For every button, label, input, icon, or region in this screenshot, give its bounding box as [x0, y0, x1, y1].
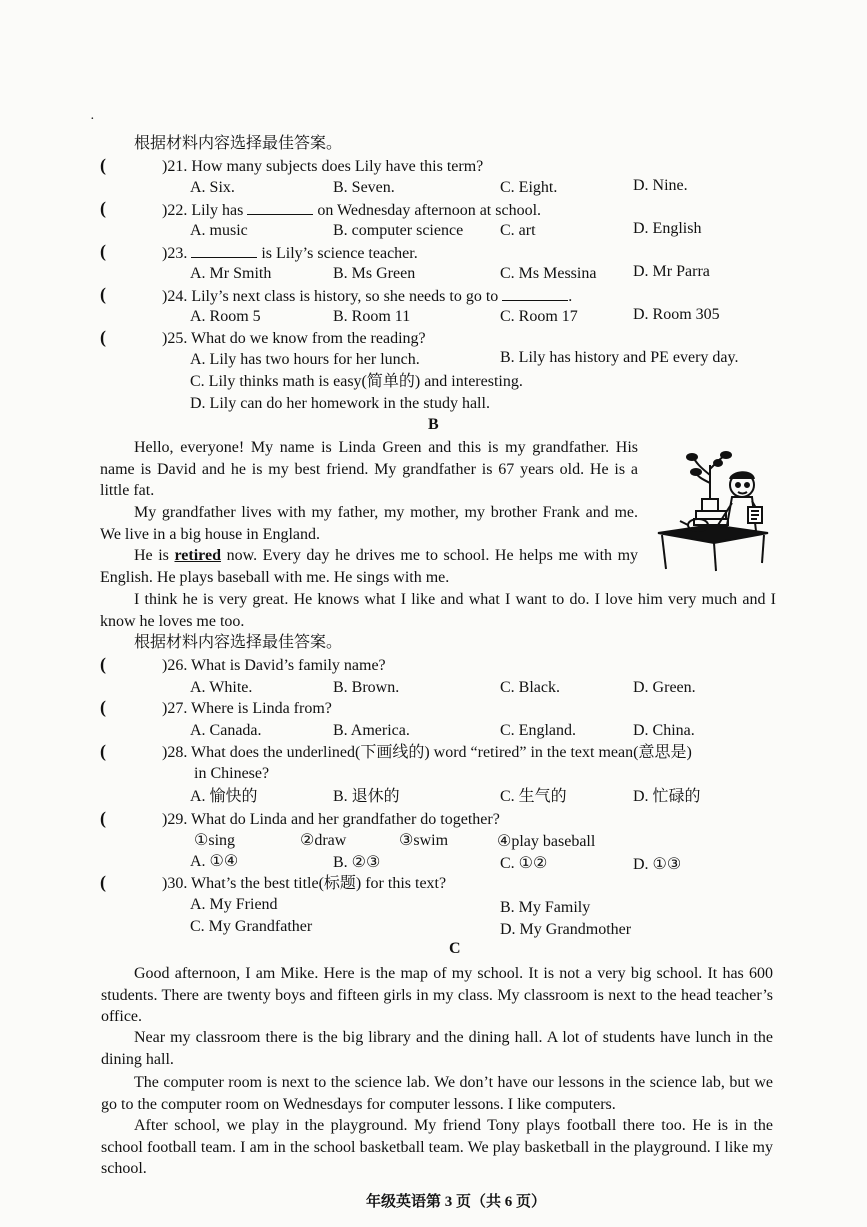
- question-28-cont: in Chinese?: [194, 765, 270, 782]
- section-c-heading: C: [449, 940, 461, 957]
- passage-c-paragraph-2: Near my classroom there is the big library and the dining hall. A lot of students have lunch in the dining hall.: [101, 1029, 773, 1068]
- q23-option-b: B. Ms Green: [333, 265, 416, 282]
- q26-option-d: D. Green.: [633, 679, 696, 696]
- q24-option-c: C. Room 17: [500, 308, 578, 325]
- q21-option-a: A. Six.: [190, 179, 235, 196]
- q27-option-a: A. Canada.: [190, 722, 262, 739]
- q24-option-d: D. Room 305: [633, 306, 720, 323]
- q29-option-a: A. ①④: [190, 853, 239, 870]
- answer-paren-29: (: [100, 808, 106, 828]
- passage-b-paragraph-2: My grandfather lives with my father, my mother, my brother Frank and me. We live in a big house in England.: [100, 504, 638, 543]
- section-b-heading: B: [428, 416, 439, 433]
- answer-paren-26: (: [100, 654, 106, 674]
- answer-blank: [247, 200, 313, 215]
- q26-option-c: C. Black.: [500, 679, 560, 696]
- question-28: )28. What does the underlined(下画线的) word “retired” in the text mean(意思是): [162, 744, 692, 761]
- q30-option-c: C. My Grandfather: [190, 918, 313, 935]
- q30-option-b: B. My Family: [500, 899, 591, 916]
- instruction-a: 根据材料内容选择最佳答案。: [134, 135, 343, 152]
- question-27: )27. Where is Linda from?: [162, 700, 332, 717]
- q21-option-b: B. Seven.: [333, 179, 395, 196]
- answer-paren-21: (: [100, 155, 106, 175]
- question-30: )30. What’s the best title(标题) for this text?: [162, 875, 447, 892]
- q28-option-a: A. 愉快的: [190, 788, 258, 805]
- passage-c-paragraph-1: Good afternoon, I am Mike. Here is the map of my school. It is not a very big school. It has 600 students. There are twenty boys and fifteen girls in my class. My classroom is next to the head teacher’s office.: [101, 965, 773, 1025]
- q26-option-a: A. White.: [190, 679, 253, 696]
- q27-option-d: D. China.: [633, 722, 695, 739]
- page-footer: 年级英语第 3 页（共 6 页）: [366, 1194, 547, 1210]
- passage-b-paragraph-1: Hello, everyone! My name is Linda Green and this is my grandfather. His name is David and he is my best friend. My grandfather is 67 years old. He is a little fat.: [100, 439, 638, 499]
- answer-paren-28: (: [100, 741, 106, 761]
- answer-paren-22: (: [100, 198, 106, 218]
- question-24: )24. Lily’s next class is history, so she needs to go to .: [162, 288, 573, 305]
- passage-b-paragraph-3: He is retired now. Every day he drives me to school. He helps me with my English. He plays baseball with me. He sings with me.: [100, 547, 639, 586]
- passage-c-paragraph-3: The computer room is next to the science lab. We don’t have our lessons in the science lab, but we go to the computer room on Wednesdays for computer lessons. I like computers.: [101, 1074, 773, 1113]
- q25-option-c: C. Lily thinks math is easy(简单的) and interesting.: [190, 373, 523, 390]
- question-25: )25. What do we know from the reading?: [162, 330, 426, 347]
- q23-option-d: D. Mr Parra: [633, 263, 710, 280]
- q28-option-c: C. 生气的: [500, 788, 567, 805]
- q29-option-d: D. ①③: [633, 856, 682, 873]
- q27-option-c: C. England.: [500, 722, 576, 739]
- q25-option-a: A. Lily has two hours for her lunch.: [190, 351, 420, 368]
- q23-option-a: A. Mr Smith: [190, 265, 272, 282]
- question-22: )22. Lily has on Wednesday afternoon at school.: [162, 202, 542, 219]
- q21-option-c: C. Eight.: [500, 179, 558, 196]
- q25-option-b: B. Lily has history and PE every day.: [500, 349, 739, 366]
- q22-option-b: B. computer science: [333, 222, 464, 239]
- answer-paren-30: (: [100, 872, 106, 892]
- q29-item-1: ①sing: [194, 832, 236, 849]
- q22-option-a: A. music: [190, 222, 248, 239]
- q29-item-4: ④play baseball: [497, 833, 596, 850]
- instruction-b: 根据材料内容选择最佳答案。: [134, 634, 343, 651]
- underlined-word-retired: retired: [174, 547, 221, 564]
- grandfather-illustration: [652, 445, 774, 573]
- question-26: )26. What is David’s family name?: [162, 657, 386, 674]
- q29-item-2: ②draw: [300, 832, 347, 849]
- q27-option-b: B. America.: [333, 722, 410, 739]
- q29-item-3: ③swim: [399, 832, 449, 849]
- question-23: )23. is Lily’s science teacher.: [162, 245, 418, 262]
- q28-option-b: B. 退休的: [333, 788, 400, 805]
- q29-option-b: B. ②③: [333, 854, 381, 871]
- answer-blank: [191, 243, 257, 258]
- answer-paren-27: (: [100, 697, 106, 717]
- answer-paren-23: (: [100, 241, 106, 261]
- q29-option-c: C. ①②: [500, 855, 548, 872]
- q22-option-d: D. English: [633, 220, 702, 237]
- q22-option-c: C. art: [500, 222, 536, 239]
- question-21: )21. How many subjects does Lily have this term?: [162, 158, 484, 175]
- q21-option-d: D. Nine.: [633, 177, 688, 194]
- answer-paren-24: (: [100, 284, 106, 304]
- q30-option-a: A. My Friend: [190, 896, 278, 913]
- q24-option-b: B. Room 11: [333, 308, 411, 325]
- q24-option-a: A. Room 5: [190, 308, 261, 325]
- answer-blank: [502, 286, 568, 301]
- q25-option-d: D. Lily can do her homework in the study hall.: [190, 395, 490, 412]
- stray-dot: ·: [90, 112, 95, 127]
- q26-option-b: B. Brown.: [333, 679, 400, 696]
- answer-paren-25: (: [100, 327, 106, 347]
- q30-option-d: D. My Grandmother: [500, 921, 632, 938]
- question-29: )29. What do Linda and her grandfather do together?: [162, 811, 500, 828]
- passage-b-paragraph-4: I think he is very great. He knows what I like and what I want to do. I love him very much and I know he loves me too.: [100, 591, 776, 630]
- q28-option-d: D. 忙碌的: [633, 788, 701, 805]
- passage-c-paragraph-4: After school, we play in the playground. My friend Tony plays football there too. He is in the school football team. I am in the school basketball team. We play basketball in the playground. I like my school.: [101, 1117, 773, 1177]
- q23-option-c: C. Ms Messina: [500, 265, 597, 282]
